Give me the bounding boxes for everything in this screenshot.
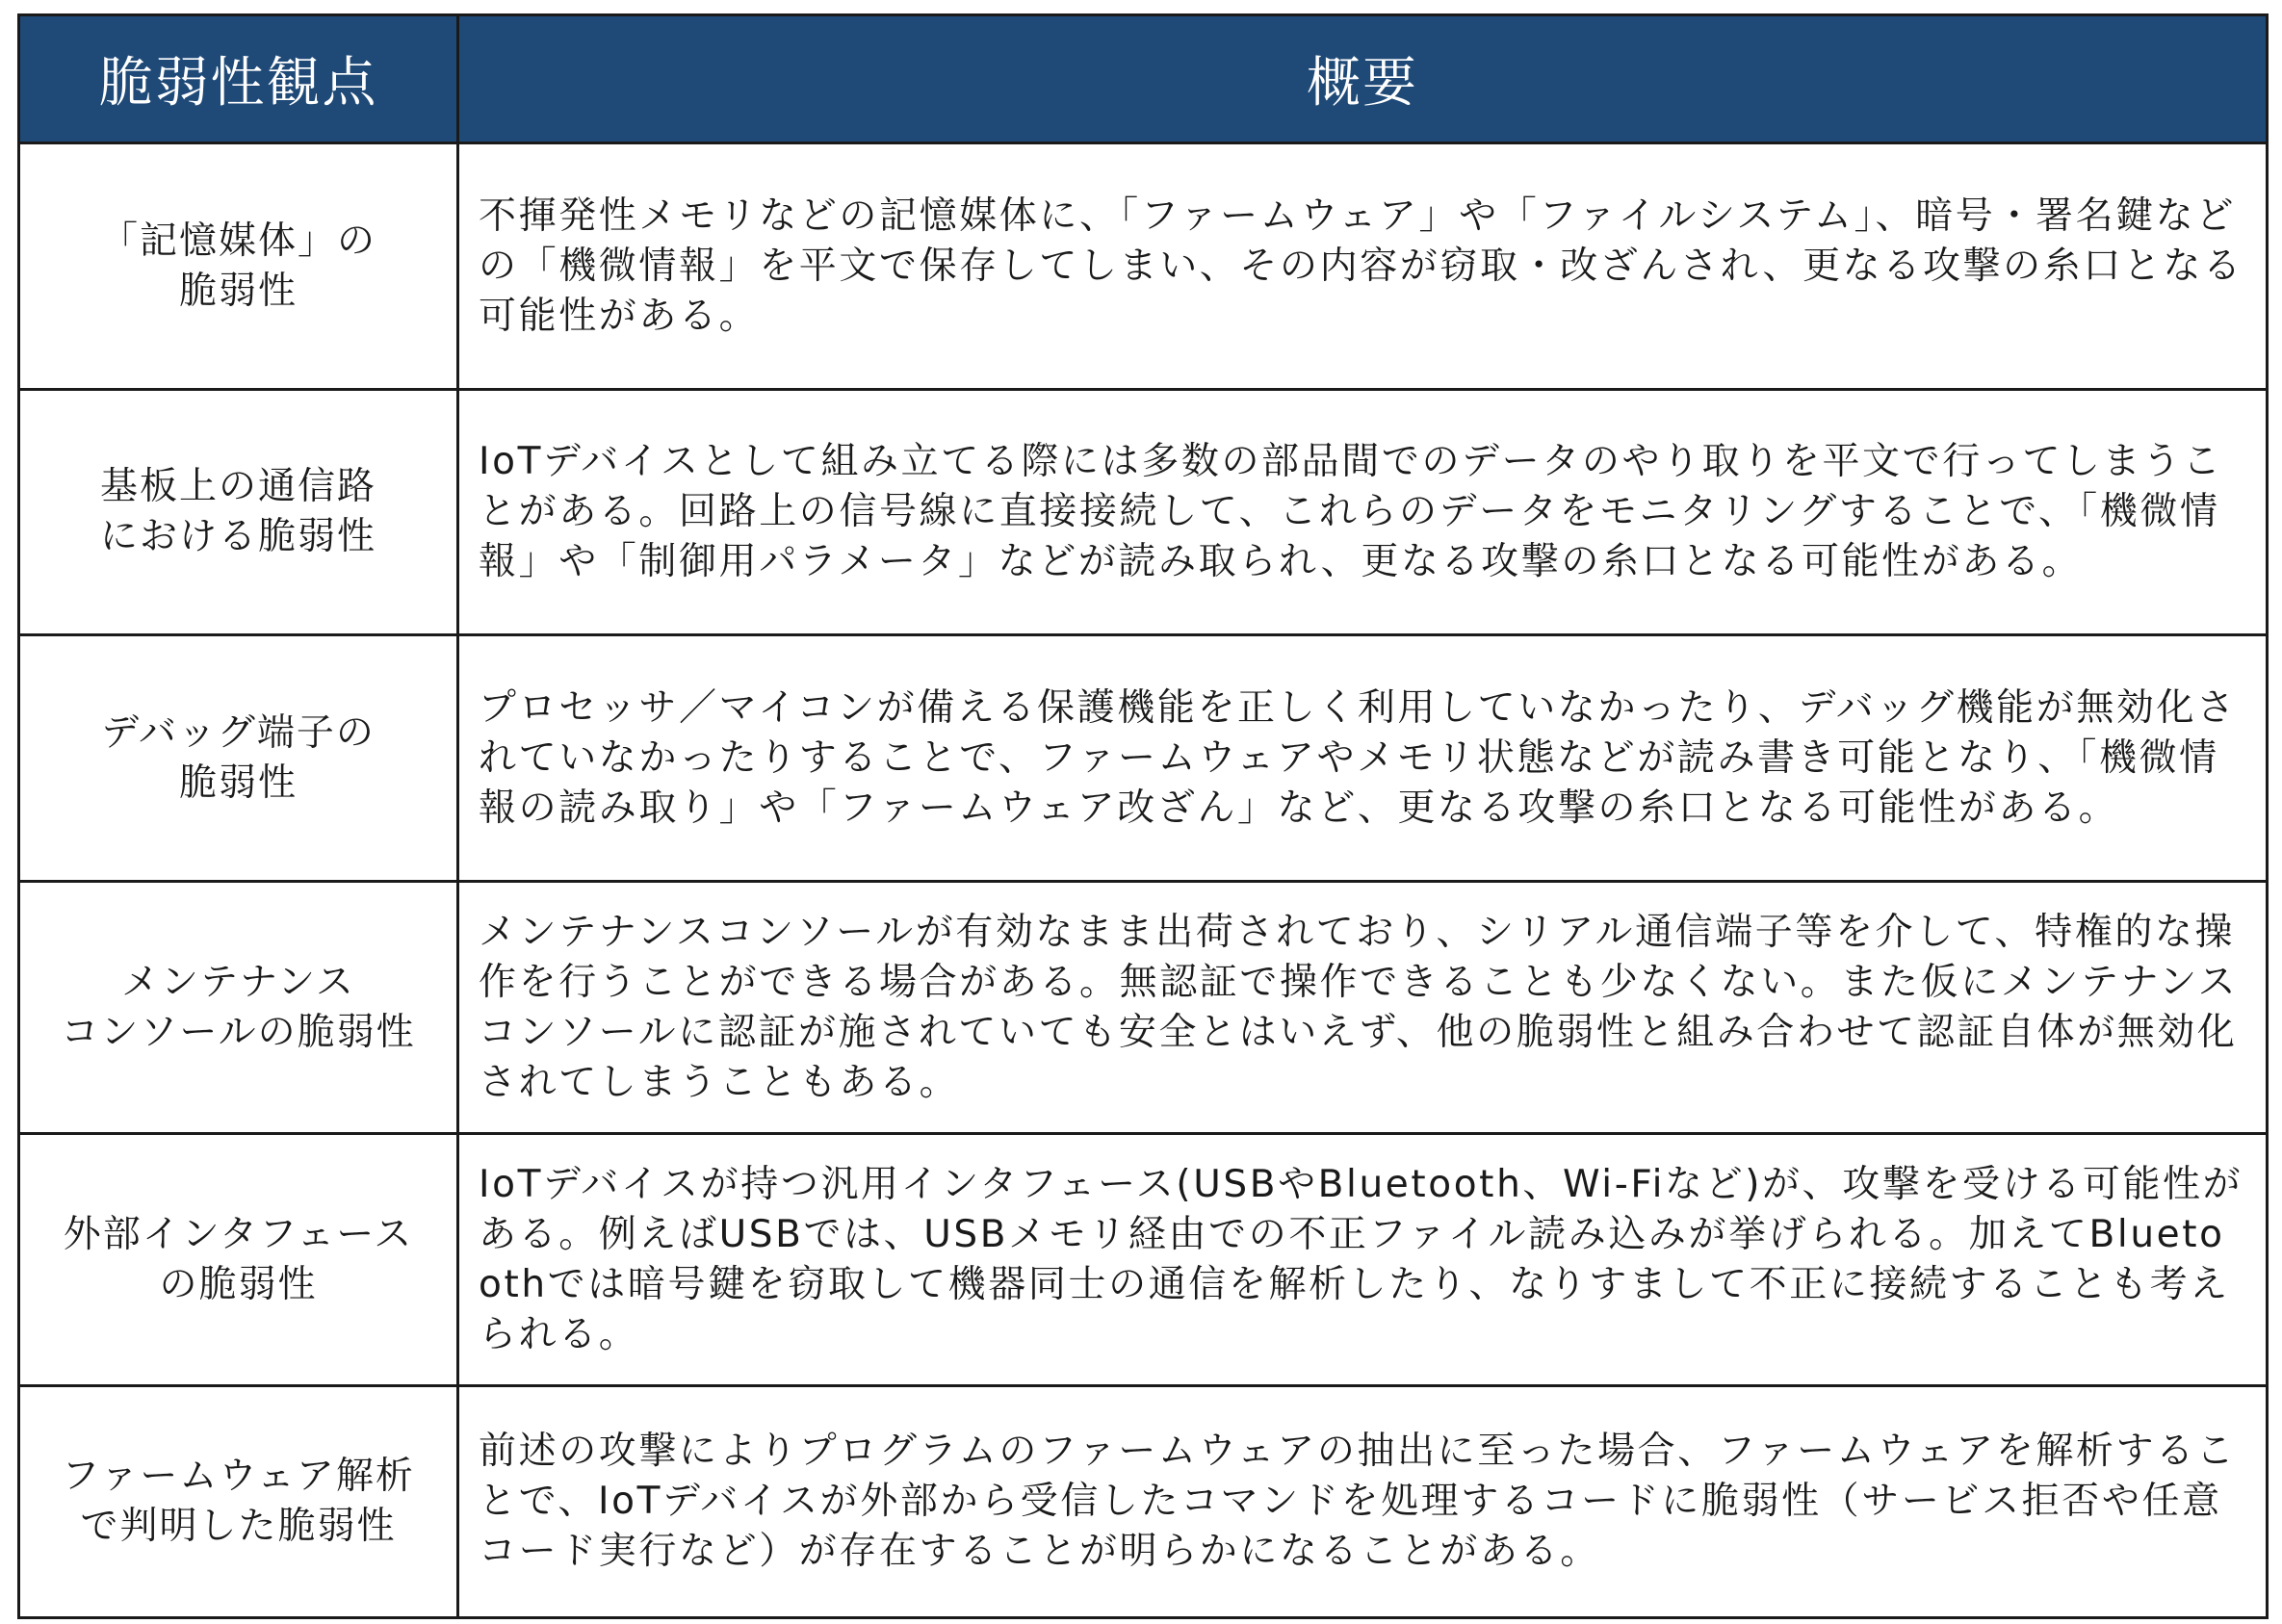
table-row (19, 635, 2268, 882)
row-perspective (19, 635, 458, 882)
perspective-line-2: 脆弱性 (178, 760, 298, 805)
perspective-line-2: 脆弱性 (178, 269, 298, 313)
vulnerability-table-container (17, 13, 2266, 1611)
row-summary: メンテナンスコンソールが有効なまま出荷されており、シリアル通信端子等を介して、特権的な操作を行うことができる場合がある。無認証で操作できることも少なくない。また仮にメンテナンスコンソールに認証が施されていても安全とはいえず、他の脆弱性と組み合わせて認証自体が無効化されてしまうこともある。 (458, 882, 2268, 1134)
table-row (19, 390, 2268, 635)
row-perspective (19, 143, 458, 390)
perspective-line-1: ファームウェア解析 (62, 1455, 415, 1498)
perspective-line-1: 「記憶媒体」の (99, 219, 376, 263)
header-perspective: 脆弱性観点 (19, 15, 458, 143)
perspective-line-2: の脆弱性 (159, 1262, 318, 1306)
row-perspective (19, 1134, 458, 1386)
row-perspective (19, 1386, 458, 1618)
perspective-line-2: コンソールの脆弱性 (61, 1010, 416, 1054)
row-summary: プロセッサ／マイコンが備える保護機能を正しく利用していなかったり、デバッグ機能が無効化されていなかったりすることで、ファームウェアやメモリ状態などが読み書き可能となり、「機微情報の読み取り」や「ファームウェア改ざん」など、更なる攻撃の糸口となる可能性がある。 (458, 635, 2268, 882)
table-header-row (19, 15, 2268, 143)
perspective-line-2: で判明した脆弱性 (80, 1505, 397, 1548)
row-summary: 前述の攻撃によりプログラムのファームウェアの抽出に至った場合、ファームウェアを解析することで、IoTデバイスが外部から受信したコマンドを処理するコードに脆弱性（サービス拒否や任意コード実行など）が存在することが明らかになることがある。 (458, 1386, 2268, 1618)
row-summary: IoTデバイスとして組み立てる際には多数の部品間でのデータのやり取りを平文で行ってしまうことがある。回路上の信号線に直接接続して、これらのデータをモニタリングすることで、「機微情報」や「制御用パラメータ」などが読み取られ、更なる攻撃の糸口となる可能性がある。 (458, 390, 2268, 635)
header-summary: 概要 (458, 15, 2268, 143)
table-row (19, 882, 2268, 1134)
table-row (19, 1134, 2268, 1386)
perspective-line-1: デバッグ端子の (101, 710, 376, 755)
table-row (19, 143, 2268, 390)
row-perspective (19, 882, 458, 1134)
row-perspective (19, 390, 458, 635)
table-row (19, 1386, 2268, 1618)
vulnerability-table (17, 13, 2269, 1619)
perspective-line-2: における脆弱性 (99, 515, 376, 558)
perspective-line-1: メンテナンス (121, 960, 355, 1004)
row-summary: 不揮発性メモリなどの記憶媒体に、「ファームウェア」や「ファイルシステム」、暗号・署名鍵などの「機微情報」を平文で保存してしまい、その内容が窃取・改ざんされ、更なる攻撃の糸口となる可能性がある。 (458, 143, 2268, 390)
perspective-line-1: 基板上の通信路 (99, 465, 376, 508)
row-summary: IoTデバイスが持つ汎用インタフェース(USBやBluetooth、Wi-Fiなど)が、攻撃を受ける可能性がある。例えばUSBでは、USBメモリ経由での不正ファイル読み込みが挙げられる。加えてBluetoothでは暗号鍵を窃取して機器同士の通信を解析したり、なりすまして不正に接続することも考えられる。 (458, 1134, 2268, 1386)
perspective-line-1: 外部インタフェース (63, 1212, 414, 1256)
